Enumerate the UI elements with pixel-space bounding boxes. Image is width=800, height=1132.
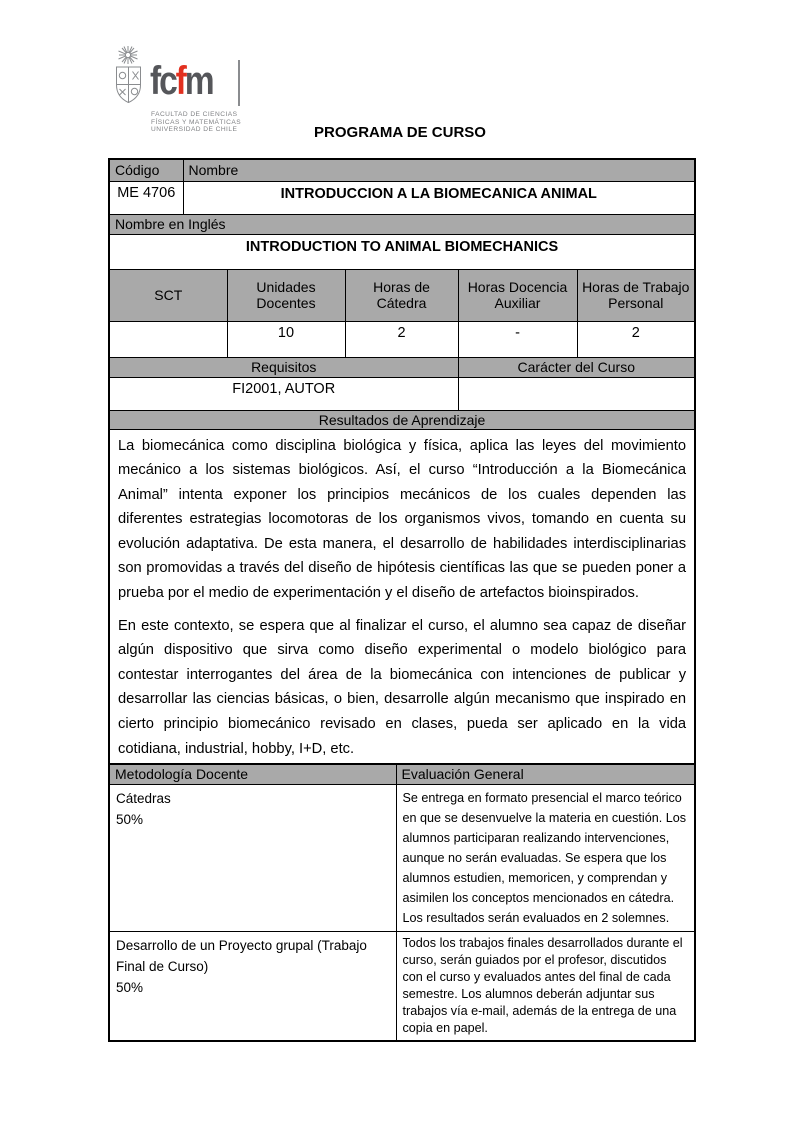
nombre-header-cell: Nombre xyxy=(183,159,695,181)
codigo-header-cell: Código xyxy=(109,159,183,181)
university-logo xyxy=(112,45,262,133)
page-title: PROGRAMA DE CURSO xyxy=(314,124,486,141)
horas-catedra-column-header: Horas de Cátedra xyxy=(345,269,458,321)
sct-column-header: SCT xyxy=(109,269,227,321)
learning-outcomes-paragraph-1: La biomecánica como disciplina biológica y física, aplica las leyes del movimiento mecánico a los sistemas biológicos. Así, el curso “Introducción a la Biomecánica Animal” intenta exponer los principios mecánicos de los cuales dependen las diferentes estrategias locomotoras de los organismos vivos, tomando en cuenta su evolución adaptativa. De esta manera, el desarrollo de habilidades interdisciplinarias son promovidas a través del diseño de hipótesis científicas las que se pueden poner a prueba por el medio de experimentación y el diseño de artefactos bioinspirados. xyxy=(118,437,687,602)
wordmark-fc: fc xyxy=(150,59,176,103)
catedras-evaluation-cell: Se entrega en formato presencial el marco teórico en que se desenvuelve la materia en cuestión. Los alumnos participaran realizando intervenciones, aunque no serán evaluadas. Se espera que los alumnos estudien, memoricen, y comprendan y asimilen los conceptos mencionados en cátedra. Los resultados serán evaluados en 2 solemnes. xyxy=(396,785,695,932)
horas-trabajo-personal-value-cell: 2 xyxy=(577,321,695,357)
catedras-method-cell xyxy=(109,785,396,932)
english-name-header-cell: Nombre en Inglés xyxy=(109,214,695,234)
horas-docencia-auxiliar-column-header: Horas Docencia Auxiliar xyxy=(458,269,577,321)
logo-separator-line xyxy=(238,60,240,106)
method-percentage: 50% xyxy=(116,812,144,827)
proyecto-method-cell xyxy=(109,932,396,1042)
university-crest-icon xyxy=(112,45,145,107)
caption-line-1: FACULTAD DE CIENCIAS xyxy=(151,111,238,118)
requisitos-header-cell: Requisitos xyxy=(109,357,458,377)
wordmark-m: m xyxy=(184,59,213,103)
requisitos-value-cell: FI2001, AUTOR xyxy=(109,377,458,410)
english-name-cell: INTRODUCTION TO ANIMAL BIOMECHANICS xyxy=(109,234,695,269)
proyecto-evaluation-cell: Todos los trabajos finales desarrollados durante el curso, serán guiados por el profesor, discutidos con el curso y evaluados antes del final de cada semestre. Los alumnos deberán adjuntar sus trabajos vía e-mail, además de la entrega de una copia en papel. xyxy=(396,932,695,1042)
metodologia-docente-header-cell: Metodología Docente xyxy=(109,764,396,785)
caracter-curso-header-cell: Carácter del Curso xyxy=(458,357,695,377)
horas-catedra-value-cell: 2 xyxy=(345,321,458,357)
method-title: Cátedras xyxy=(116,791,171,806)
sct-value-cell xyxy=(109,321,227,357)
methodology-evaluation-table xyxy=(108,763,696,1042)
learning-outcomes-paragraph-2: En este contexto, se espera que al finalizar el curso, el alumno sea capaz de diseñar algún dispositivo que sirva como diseño experimental o modelo biológico para contestar interrogantes del área de la biomecánica con intenciones de publicar y desarrollar las ciencias básicas, o bien, desarrolle algún mecanismo que inspirado en cierto principio biomecánico revisado en clases, pueda ser aplicado en la vida cotidiana, industrial, hobby, I+D, etc. xyxy=(118,617,687,757)
fcfm-wordmark xyxy=(150,61,213,101)
evaluacion-general-header-cell: Evaluación General xyxy=(396,764,695,785)
caption-line-3: UNIVERSIDAD DE CHILE xyxy=(151,126,238,134)
course-name-cell: INTRODUCCION A LA BIOMECANICA ANIMAL xyxy=(183,181,695,214)
resultados-aprendizaje-header-cell: Resultados de Aprendizaje xyxy=(109,410,695,429)
caracter-curso-value-cell xyxy=(458,377,695,410)
horas-docencia-auxiliar-value-cell: - xyxy=(458,321,577,357)
unidades-docentes-value-cell: 10 xyxy=(227,321,345,357)
method-title: Desarrollo de un Proyecto grupal (Trabajo Final de Curso) xyxy=(116,938,367,974)
unidades-docentes-column-header: Unidades Docentes xyxy=(227,269,345,321)
course-info-table xyxy=(108,158,696,767)
horas-trabajo-personal-column-header: Horas de Trabajo Personal xyxy=(577,269,695,321)
codigo-value-cell: ME 4706 xyxy=(109,181,183,214)
wordmark-red-f: f xyxy=(175,59,185,103)
resultados-aprendizaje-text-cell xyxy=(109,429,695,766)
method-percentage: 50% xyxy=(116,980,144,995)
caption-line-2: FÍSICAS Y MATEMÁTICAS xyxy=(151,118,242,126)
